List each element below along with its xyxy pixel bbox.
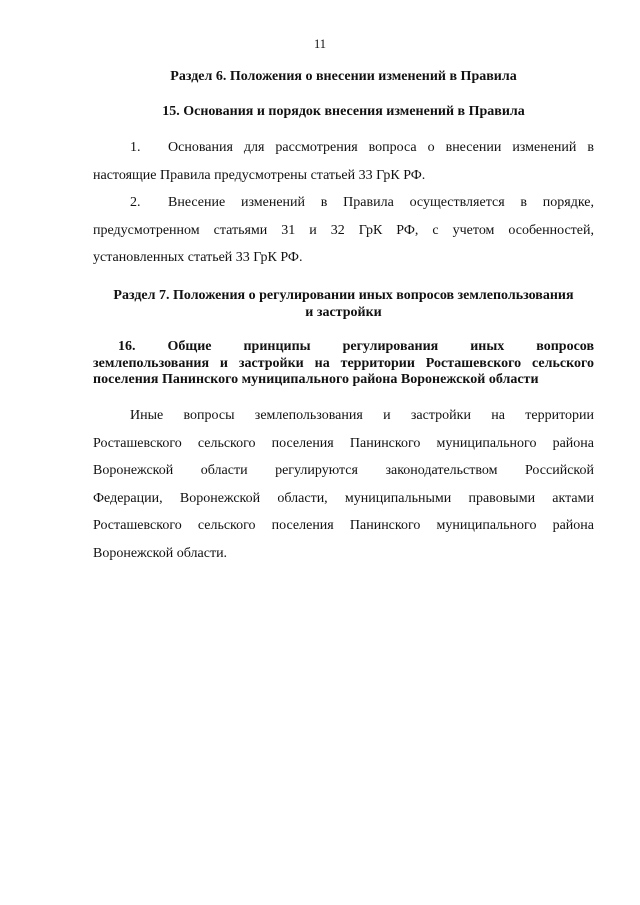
section-7-title-line-1: Раздел 7. Положения о регулировании иных вопросов землепользования (113, 288, 574, 303)
article-16-body-line-6: Воронежской области. (93, 545, 228, 561)
item-2-number: 2. (130, 195, 141, 210)
article-16-title-line-1: 16. Общие принципы регулирования иных вопросов (118, 339, 594, 354)
article-16-body (93, 402, 594, 567)
item-1-text-line-1: Основания для рассмотрения вопроса о внесении изменений в (168, 140, 594, 155)
article-16-title-line-2: землепользования и застройки на территории Росташевского сельского (93, 355, 594, 371)
item-2-line-2: предусмотренном статьями 31 и 32 ГрК РФ, с учетом особенностей, (93, 222, 594, 238)
item-1-number: 1. (130, 140, 141, 155)
article-16-body-line-2: Росташевского сельского поселения Панинского муниципального района (93, 435, 594, 451)
section-7-title (93, 287, 594, 321)
item-1-line-2: настоящие Правила предусмотрены статьей 33 ГрК РФ. (93, 167, 426, 183)
article-15-item-1 (93, 134, 594, 189)
article-15-title: 15. Основания и порядок внесения изменений в Правила (162, 104, 525, 119)
page-number: 11 (313, 37, 327, 51)
section-7-title-line-2: и застройки (305, 305, 382, 320)
item-2-text-line-1: Внесение изменений в Правила осуществляется в порядке, (168, 195, 594, 210)
item-2-line-1 (93, 189, 594, 217)
article-16-title-line-3: поселения Панинского муниципального района Воронежской области (93, 372, 539, 387)
article-16-body-line-3: Воронежской области регулируются законодательством Российской (93, 463, 594, 478)
article-16-body-line-4: Федерации, Воронежской области, муниципальными правовыми актами (93, 490, 594, 506)
section-6-title: Раздел 6. Положения о внесении изменений в Правила (170, 69, 517, 84)
article-16-title (93, 339, 594, 389)
item-2-line-3: установленных статьей 33 ГрК РФ. (93, 250, 303, 265)
article-15-item-2 (93, 189, 594, 272)
article-16-body-line-5: Росташевского сельского поселения Панинского муниципального района (93, 518, 594, 533)
article-16-body-line-1: Иные вопросы землепользования и застройки на территории (130, 408, 594, 423)
item-1-line-1 (93, 134, 594, 162)
